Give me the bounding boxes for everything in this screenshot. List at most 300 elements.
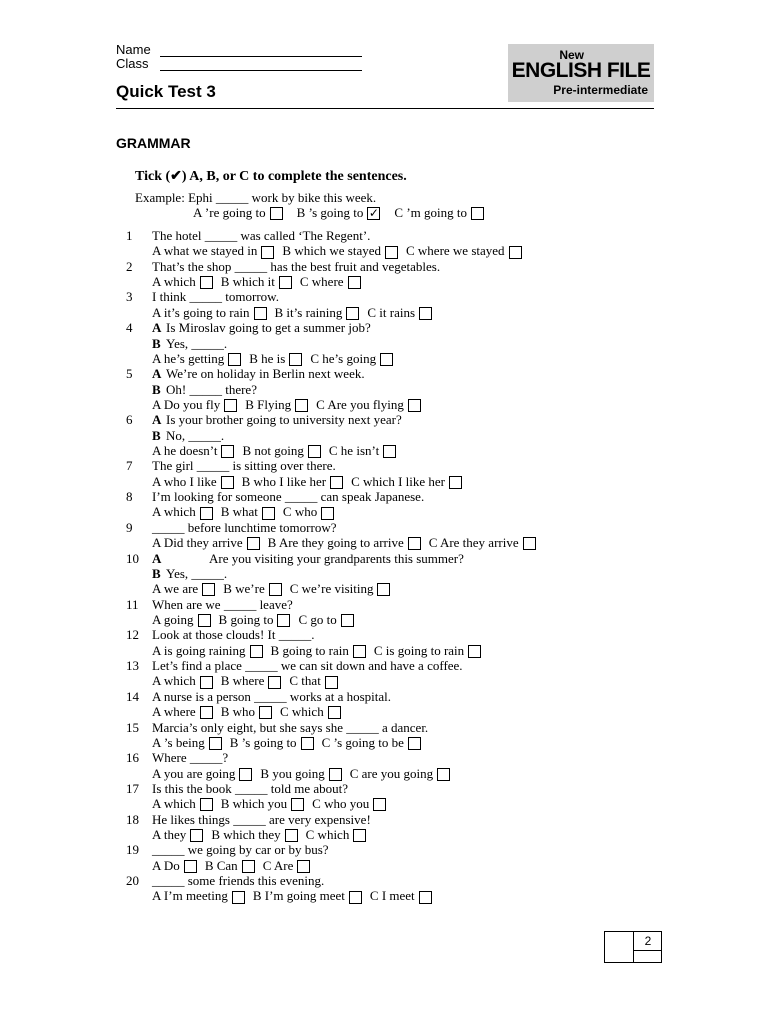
answer-checkbox[interactable]	[301, 737, 314, 750]
option-text: C who	[282, 504, 318, 520]
options-line	[126, 704, 544, 719]
question-line	[126, 259, 544, 274]
answer-option	[329, 443, 396, 458]
answer-checkbox[interactable]	[254, 307, 267, 320]
instruction: Tick (✔) A, B, or C to complete the sentences.	[135, 169, 407, 184]
answer-option	[152, 581, 215, 596]
sentence-text: _____ some friends this evening.	[152, 873, 325, 889]
option-text: B which we stayed	[282, 243, 381, 259]
answer-checkbox[interactable]	[285, 829, 298, 842]
option-text: A they	[152, 827, 187, 843]
question-text	[152, 842, 329, 857]
name-label: Name	[116, 42, 151, 57]
answer-option	[230, 735, 314, 750]
student-info	[116, 43, 362, 71]
answer-options	[152, 535, 544, 550]
answer-option	[268, 535, 421, 550]
answer-option	[298, 612, 353, 627]
answer-checkbox[interactable]	[295, 399, 308, 412]
speaker-label: A	[152, 366, 162, 382]
sentence-text: _____ we going by car or by bus?	[152, 842, 329, 858]
options-line	[126, 858, 544, 873]
sentence-text: The girl _____ is sitting over there.	[152, 458, 336, 474]
answer-checkbox[interactable]	[202, 583, 215, 596]
sentence-text: Where _____?	[152, 750, 229, 766]
options-line	[126, 443, 544, 458]
answer-option	[152, 243, 274, 258]
answer-option	[152, 735, 222, 750]
sentence-text: Is this the book _____ told me about?	[152, 780, 349, 796]
answer-option	[263, 858, 311, 873]
question-number: 10	[126, 550, 139, 566]
answer-option	[221, 704, 272, 719]
sentence-text: When are we _____ leave?	[152, 596, 293, 612]
answer-option	[275, 305, 360, 320]
answer-option	[152, 673, 213, 688]
answer-option	[280, 704, 341, 719]
answer-option	[152, 766, 252, 781]
option-text: C is going to rain	[373, 642, 465, 658]
question-text	[152, 812, 371, 827]
answer-checkbox[interactable]	[224, 399, 237, 412]
options-line	[126, 305, 544, 320]
answer-checkbox[interactable]	[385, 246, 398, 259]
option-text: B what	[220, 504, 258, 520]
question-text	[152, 689, 391, 704]
question-number: 20	[126, 873, 139, 889]
answer-option	[242, 474, 343, 489]
question-line	[126, 520, 544, 535]
answer-option	[271, 643, 366, 658]
question-number: 16	[126, 750, 139, 766]
answer-checkbox[interactable]	[353, 645, 366, 658]
speaker-label: A	[152, 412, 162, 428]
sentence-text: I think _____ tomorrow.	[152, 289, 279, 305]
answer-checkbox[interactable]	[408, 537, 421, 550]
page-title: Quick Test 3	[116, 82, 216, 101]
answer-option	[290, 581, 391, 596]
answer-option	[152, 796, 213, 811]
example-option	[394, 205, 484, 220]
question-line	[126, 336, 544, 351]
class-label: Class	[116, 56, 149, 71]
option-text: B which you	[220, 796, 288, 812]
answer-checkbox[interactable]	[328, 706, 341, 719]
option-text: B going to	[218, 611, 274, 627]
logo-level: Pre-intermediate	[553, 83, 648, 97]
example-options	[135, 205, 498, 220]
answer-checkbox[interactable]	[232, 891, 245, 904]
answer-checkbox[interactable]	[268, 676, 281, 689]
option-text: C where	[299, 274, 344, 290]
section-heading: GRAMMAR	[116, 135, 191, 151]
option-text: B he is	[249, 350, 286, 366]
sentence-text: Marcia’s only eight, but she says she _____ a dancer.	[152, 719, 429, 735]
question-number: 15	[126, 719, 139, 735]
option-text: A which	[152, 673, 196, 689]
option-text: C which I like her	[351, 473, 445, 489]
answer-option	[316, 397, 421, 412]
answer-checkbox[interactable]	[341, 614, 354, 627]
answer-option	[300, 274, 361, 289]
question-text	[152, 489, 424, 504]
option-text: A where	[152, 704, 196, 720]
answer-option	[406, 243, 522, 258]
question-number: 18	[126, 811, 139, 827]
answer-option	[152, 535, 260, 550]
option-text: C are you going	[349, 765, 434, 781]
question-number: 19	[126, 842, 139, 858]
sentence-text: We’re on holiday in Berlin next week.	[166, 366, 365, 382]
answer-options	[152, 888, 440, 903]
option-text: B not going	[242, 443, 304, 459]
option-text: C which	[280, 704, 324, 720]
answer-option	[374, 643, 481, 658]
sentence-text: He likes things _____ are very expensive!	[152, 811, 371, 827]
speaker-label: B	[152, 565, 161, 581]
answer-checkbox[interactable]	[380, 353, 393, 366]
question-number: 4	[126, 320, 133, 336]
english-file-logo	[508, 44, 654, 102]
answer-option	[350, 766, 450, 781]
options-line	[126, 643, 544, 658]
sentence-text: _____ before lunchtime tomorrow?	[152, 519, 337, 535]
question-line	[126, 750, 544, 765]
answer-checkbox[interactable]	[373, 798, 386, 811]
question-number: 3	[126, 289, 133, 305]
example	[135, 190, 498, 220]
answer-option	[221, 504, 275, 519]
sentence-text: Oh! _____ there?	[166, 381, 257, 397]
answer-option	[152, 827, 203, 842]
question-number: 11	[126, 596, 139, 612]
question-line	[126, 382, 544, 397]
page-number: 2	[634, 932, 662, 951]
question-number: 1	[126, 228, 133, 243]
answer-checkbox[interactable]	[408, 399, 421, 412]
option-text: B which it	[220, 274, 275, 290]
answer-checkbox[interactable]	[449, 476, 462, 489]
option-text: C that	[289, 673, 321, 689]
answer-options	[152, 858, 318, 873]
answer-checkbox[interactable]	[349, 891, 362, 904]
option-text: A Did they arrive	[152, 535, 243, 551]
answer-options	[152, 305, 440, 320]
question-text	[152, 366, 365, 381]
answer-checkbox[interactable]	[437, 768, 450, 781]
page-number-box	[604, 931, 662, 963]
example-checkbox[interactable]	[270, 207, 283, 220]
answer-options	[152, 643, 489, 658]
class-field-line[interactable]	[160, 59, 362, 71]
question-number: 14	[126, 688, 139, 704]
option-text: B Are they going to arrive	[267, 535, 404, 551]
question-text	[152, 750, 228, 765]
answer-checkbox[interactable]	[408, 737, 421, 750]
answer-option	[152, 474, 234, 489]
options-line	[126, 274, 544, 289]
question-number: 6	[126, 412, 133, 428]
answer-option	[205, 858, 255, 873]
option-text: C it rains	[367, 304, 416, 320]
name-field-line[interactable]	[160, 45, 362, 57]
option-text: B you going	[260, 765, 325, 781]
question-text	[152, 289, 279, 304]
option-text: B where	[220, 673, 265, 689]
question-text	[152, 597, 293, 612]
option-text: C Are	[262, 857, 294, 873]
answer-checkbox[interactable]	[262, 507, 275, 520]
option-text: A who I like	[152, 473, 217, 489]
option-text: B it’s raining	[274, 304, 343, 320]
answer-checkbox[interactable]	[200, 706, 213, 719]
options-line	[126, 581, 544, 596]
answer-checkbox[interactable]	[523, 537, 536, 550]
answer-checkbox[interactable]	[200, 676, 213, 689]
option-text: C which	[305, 827, 350, 843]
answer-option	[152, 274, 213, 289]
answer-checkbox[interactable]	[239, 768, 252, 781]
answer-option	[152, 504, 213, 519]
sentence-text: Let’s find a place _____ we can sit down and have a coffee.	[152, 658, 463, 674]
option-text: B ’s going to	[229, 734, 297, 750]
answer-checkbox[interactable]	[291, 798, 304, 811]
speaker-label: B	[152, 381, 161, 397]
option-text: A we are	[152, 581, 199, 597]
options-line	[126, 535, 544, 550]
answer-checkbox[interactable]	[279, 276, 292, 289]
logo-new: New	[559, 48, 584, 62]
answer-checkbox[interactable]	[353, 829, 366, 842]
question-number: 9	[126, 519, 133, 535]
answer-checkbox[interactable]	[308, 445, 321, 458]
answer-checkbox[interactable]	[242, 860, 255, 873]
answer-checkbox[interactable]	[297, 860, 310, 873]
answer-options	[152, 827, 374, 842]
answer-options	[152, 397, 429, 412]
option-text: A you are going	[152, 765, 236, 781]
question-line	[126, 320, 544, 335]
answer-checkbox[interactable]	[468, 645, 481, 658]
answer-option	[152, 305, 267, 320]
answer-options	[152, 612, 362, 627]
example-checkbox[interactable]	[471, 207, 484, 220]
speaker-label: B	[152, 427, 161, 443]
question-number: 13	[126, 658, 139, 674]
answer-checkbox[interactable]	[269, 583, 282, 596]
option-text: C ’s going to be	[321, 734, 404, 750]
answer-checkbox[interactable]	[348, 276, 361, 289]
speaker-label: A	[152, 550, 162, 566]
sentence-text: Is Miroslav going to get a summer job?	[166, 320, 371, 336]
sentence-text: Is your brother going to university next year?	[166, 412, 402, 428]
example-option	[297, 205, 381, 220]
question-text	[152, 412, 402, 427]
answer-option	[152, 888, 245, 903]
answer-options	[152, 796, 394, 811]
question-line	[126, 658, 544, 673]
answer-options	[152, 243, 530, 258]
options-line	[126, 612, 544, 627]
question-line	[126, 366, 544, 381]
option-text: A what we stayed in	[152, 243, 258, 259]
sentence-text: A nurse is a person _____ works at a hospital.	[152, 688, 392, 704]
option-text: B who	[220, 704, 255, 720]
option-text: A he’s getting	[152, 350, 225, 366]
answer-checkbox[interactable]	[198, 614, 211, 627]
logo-english-file: ENGLISH FILE	[511, 59, 651, 82]
example-checkbox[interactable]: ✓	[368, 206, 379, 220]
question-text	[152, 458, 336, 473]
question-line	[126, 873, 544, 888]
answer-checkbox[interactable]	[330, 476, 343, 489]
option-text: C go to	[298, 611, 337, 627]
answer-checkbox[interactable]	[419, 891, 432, 904]
answer-option	[223, 581, 282, 596]
question-line	[126, 566, 544, 581]
answer-checkbox[interactable]	[289, 353, 302, 366]
answer-options	[152, 735, 429, 750]
answer-option	[219, 612, 291, 627]
answer-option	[370, 888, 432, 903]
question-line	[126, 689, 544, 704]
answer-checkbox[interactable]	[321, 507, 334, 520]
option-text: C who you	[312, 796, 370, 812]
answer-checkbox[interactable]	[190, 829, 203, 842]
question-line	[126, 428, 544, 443]
answer-option	[221, 673, 282, 688]
options-line	[126, 888, 544, 903]
options-line	[126, 504, 544, 519]
question-number: 7	[126, 458, 133, 474]
question-line	[126, 228, 544, 243]
option-text: A is going raining	[152, 642, 246, 658]
sentence-text: I’m looking for someone _____ can speak Japanese.	[152, 489, 425, 505]
answer-checkbox[interactable]	[228, 353, 241, 366]
answer-checkbox[interactable]	[221, 445, 234, 458]
answer-option	[306, 827, 367, 842]
answer-option	[429, 535, 536, 550]
option-text: B which they	[211, 827, 281, 843]
answer-option	[310, 351, 393, 366]
answer-checkbox[interactable]	[200, 276, 213, 289]
options-line	[126, 796, 544, 811]
answer-checkbox[interactable]	[184, 860, 197, 873]
question-line	[126, 412, 544, 427]
question-text	[152, 873, 324, 888]
speaker-label: B	[152, 335, 161, 351]
option-text: A I’m meeting	[152, 888, 228, 904]
option-text: B we’re	[223, 581, 265, 597]
option-text: A ’s being	[152, 734, 205, 750]
question-number: 8	[126, 489, 133, 505]
header-divider	[116, 108, 654, 109]
answer-option	[282, 243, 398, 258]
question-text	[152, 320, 371, 335]
answer-checkbox[interactable]	[221, 476, 234, 489]
option-text: C I meet	[369, 888, 415, 904]
answer-options	[152, 704, 349, 719]
question-line	[126, 597, 544, 612]
answer-option	[351, 474, 462, 489]
speaker-label: A	[152, 320, 162, 336]
answer-option	[322, 735, 421, 750]
answer-option	[283, 504, 334, 519]
question-text	[152, 428, 224, 443]
answer-option	[152, 351, 241, 366]
answer-checkbox[interactable]	[261, 246, 274, 259]
answer-checkbox[interactable]	[419, 307, 432, 320]
option-text: B going to rain	[270, 642, 349, 658]
answer-checkbox[interactable]	[346, 307, 359, 320]
question-text	[152, 658, 463, 673]
answer-option	[221, 274, 292, 289]
question-text	[152, 551, 464, 566]
question-text	[152, 720, 428, 735]
options-line	[126, 474, 544, 489]
answer-option	[152, 858, 197, 873]
answer-checkbox[interactable]	[200, 798, 213, 811]
answer-options	[152, 504, 342, 519]
sentence-text: Yes, _____.	[166, 335, 228, 351]
option-text: A which	[152, 274, 196, 290]
question-line	[126, 458, 544, 473]
answer-option	[260, 766, 341, 781]
question-line	[126, 720, 544, 735]
question-text	[152, 781, 348, 796]
sentence-text: The hotel _____ was called ‘The Regent’.	[152, 228, 371, 243]
answer-option	[221, 796, 304, 811]
question-line	[126, 551, 544, 566]
class-row	[116, 57, 362, 71]
answer-checkbox[interactable]	[329, 768, 342, 781]
option-text: A it’s going to rain	[152, 304, 250, 320]
option-text: B Can	[204, 857, 238, 873]
answer-option	[152, 612, 211, 627]
answer-checkbox[interactable]	[509, 246, 522, 259]
question-number: 12	[126, 627, 139, 643]
answer-checkbox[interactable]	[200, 507, 213, 520]
question-text	[152, 382, 257, 397]
example-option-text: B ’s going to	[296, 205, 364, 220]
answer-option	[245, 397, 308, 412]
answer-checkbox[interactable]	[325, 676, 338, 689]
answer-checkbox[interactable]	[209, 737, 222, 750]
options-line	[126, 827, 544, 842]
question-line	[126, 627, 544, 642]
name-row	[116, 43, 362, 57]
answer-options	[152, 474, 470, 489]
answer-checkbox[interactable]	[383, 445, 396, 458]
answer-checkbox[interactable]	[250, 645, 263, 658]
answer-checkbox[interactable]	[277, 614, 290, 627]
answer-checkbox[interactable]	[247, 537, 260, 550]
sentence-text: Look at those clouds! It _____.	[152, 627, 315, 643]
example-option-text: A ’re going to	[193, 205, 266, 220]
sentence-text: Are you visiting your grandparents this summer?	[209, 550, 464, 566]
answer-option	[152, 443, 234, 458]
options-line	[126, 735, 544, 750]
question-number: 5	[126, 366, 133, 382]
answer-checkbox[interactable]	[259, 706, 272, 719]
option-text: A which	[152, 504, 196, 520]
option-text: B Flying	[245, 396, 292, 412]
answer-options	[152, 673, 346, 688]
answer-checkbox[interactable]	[377, 583, 390, 596]
answer-options	[152, 274, 369, 289]
question-line	[126, 489, 544, 504]
question-number: 2	[126, 258, 133, 274]
